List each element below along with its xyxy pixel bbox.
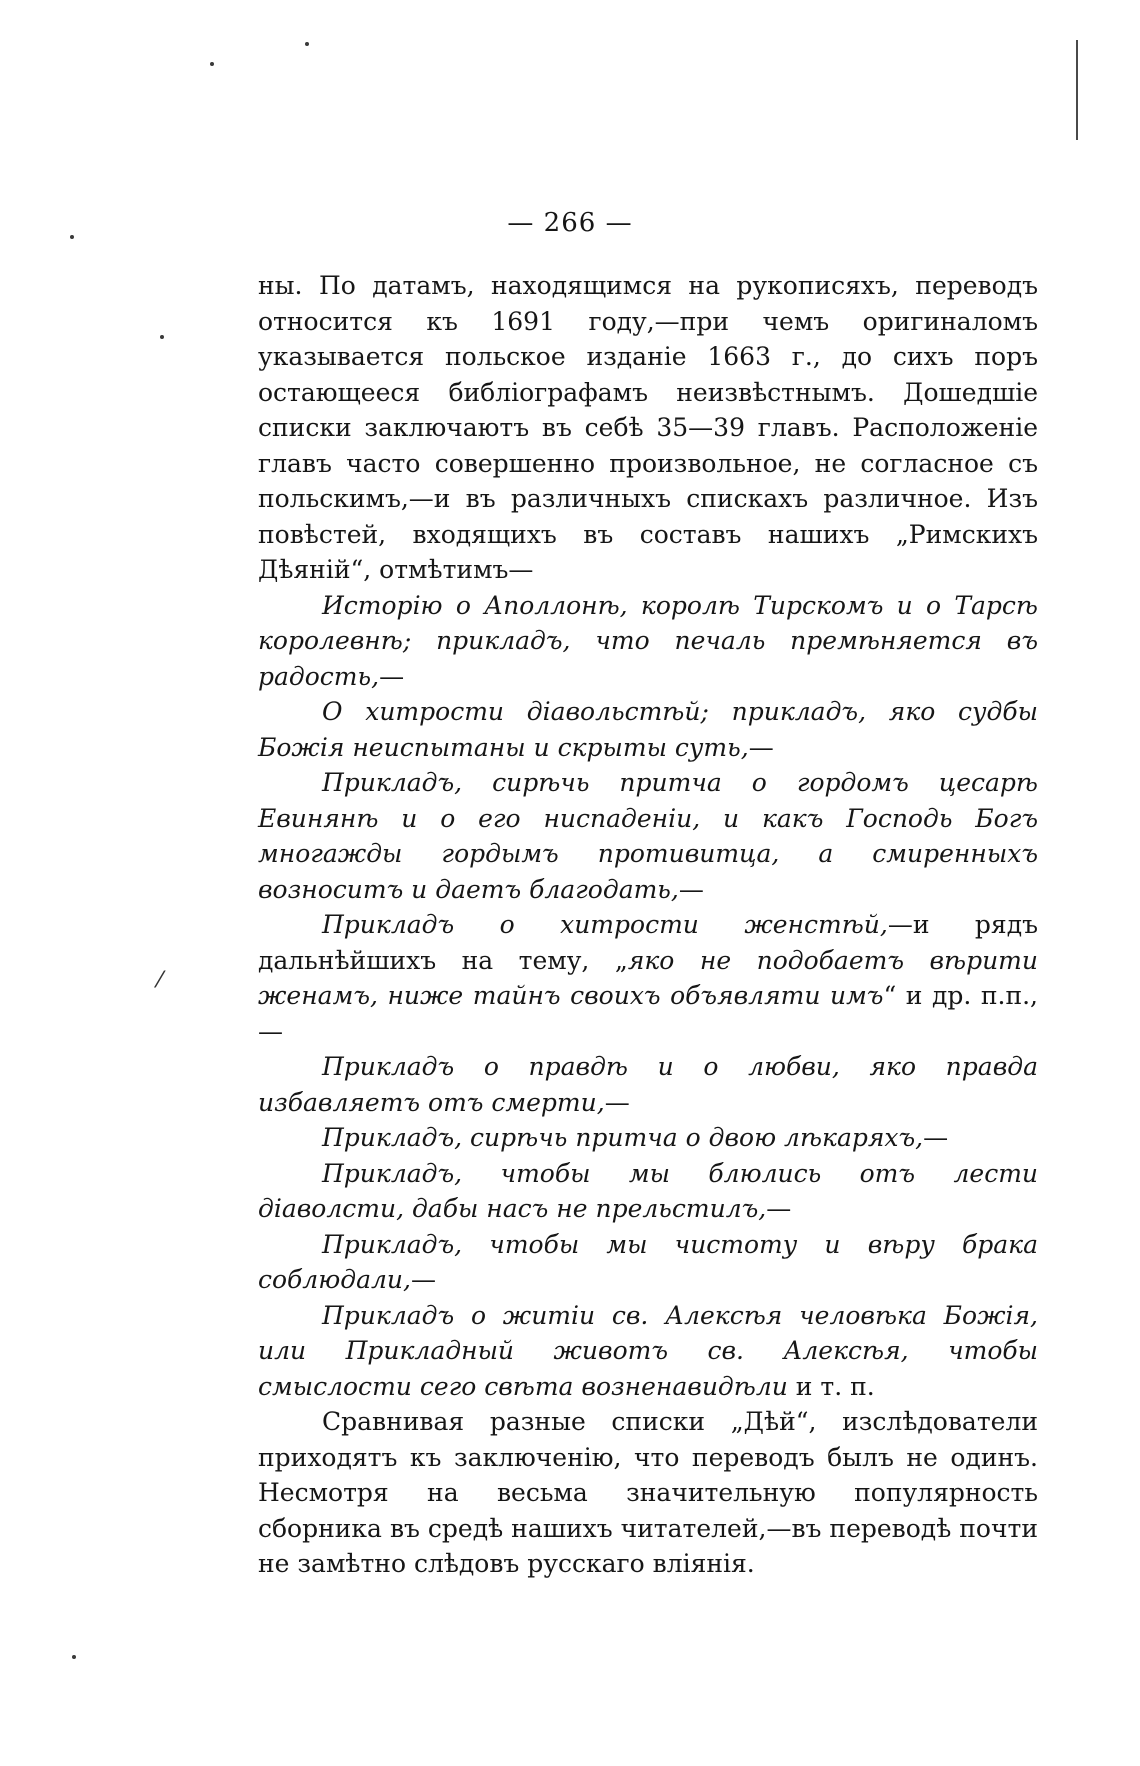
item-tail: —и рядъ дальнѣйшихъ на тему, „ <box>258 910 1038 975</box>
list-item <box>258 1298 1038 1405</box>
item-title: О хитрости діавольстѣй; прикладъ, яко судбы Божія неиспытаны и скрыты суть, <box>258 697 1038 762</box>
item-tail: — <box>604 1087 630 1117</box>
item-title: Прикладъ о хитрости женстѣй, <box>322 910 888 939</box>
list-item <box>258 1227 1038 1298</box>
item-tail: — <box>766 1194 792 1223</box>
item-title: Прикладъ, чтобы мы чистоту и вѣру брака соблюдали, <box>258 1229 1038 1294</box>
list-item <box>258 907 1038 1049</box>
page-edge-mark <box>1076 40 1078 140</box>
item-title: Прикладъ о правдѣ и о любви, яко правда избавляетъ отъ смерти, <box>258 1052 1038 1117</box>
speck <box>160 335 164 339</box>
item-quote: яко не подобаетъ вѣрити женамъ, ниже тайнъ своихъ объявляти имъ <box>258 945 1038 1010</box>
list-item <box>258 1049 1038 1120</box>
item-title: Прикладъ, сирѣчь притча о двою лѣкаряхъ, <box>322 1123 924 1152</box>
page-number: — 266 — <box>507 208 633 238</box>
item-tail: “ и др. п.п.,— <box>258 981 1039 1046</box>
item-title: Прикладъ, сирѣчь притча о гордомъ цесарѣ Евинянѣ и о его ниспаденіи, и какъ Господь Богъ многажды гордымъ противитца, а смиренныхъ возноситъ и даетъ благодать, <box>258 768 1038 904</box>
list-item <box>258 1156 1038 1227</box>
paragraph-intro: ны. По датамъ, находящимся на рукописяхъ, переводъ относится къ 1691 году,—при чемъ оригиналомъ указывается польское изданіе 1663 г., до сихъ поръ остающееся библіографамъ неизвѣстнымъ. Дошедшіе списки заключаютъ въ себѣ 35—39 главъ. Расположеніе главъ часто совершенно произвольное, не согласное съ польскимъ,—и въ различныхъ спискахъ различное. Изъ повѣстей, входящихъ въ составъ нашихъ „Римскихъ Дѣяній“, отмѣтимъ— <box>258 271 1038 584</box>
margin-mark: ⁄ <box>158 968 162 993</box>
item-tail: — <box>410 1265 436 1294</box>
speck <box>305 42 309 46</box>
speck <box>210 62 214 66</box>
item-tail: — <box>923 1123 949 1152</box>
list-item <box>258 765 1038 907</box>
list-item <box>258 588 1038 695</box>
item-tail: — <box>678 874 704 904</box>
item-tail: и т. п. <box>787 1371 875 1401</box>
item-title: Исторію о Аполлонѣ, королѣ Тирскомъ и о Тарсѣ королевнѣ; прикладъ, что печаль премѣняется въ радость, <box>258 590 1038 691</box>
speck <box>72 1655 76 1659</box>
item-title: Прикладъ о житіи св. Алексѣя человѣка Божія, или Прикладный животъ св. Алексѣя, чтобы смыслости сего свѣта возненавидѣли <box>258 1300 1038 1401</box>
list-item <box>258 694 1038 765</box>
item-tail: — <box>379 661 405 691</box>
body-text <box>258 268 1038 1582</box>
item-tail: — <box>748 732 774 762</box>
item-title: Прикладъ, чтобы мы блюлись отъ лести діаволсти, дабы насъ не прельстилъ, <box>258 1158 1038 1223</box>
list-item <box>258 1120 1038 1156</box>
paragraph-closing: Сравнивая разные списки „Дѣй“, изслѣдователи приходятъ къ заключенію, что переводъ былъ не одинъ. Несмотря на весьма значительную популярность сборника въ средѣ нашихъ читателей,—въ переводѣ почти не замѣтно слѣдовъ русскаго вліянія. <box>258 1407 1038 1578</box>
